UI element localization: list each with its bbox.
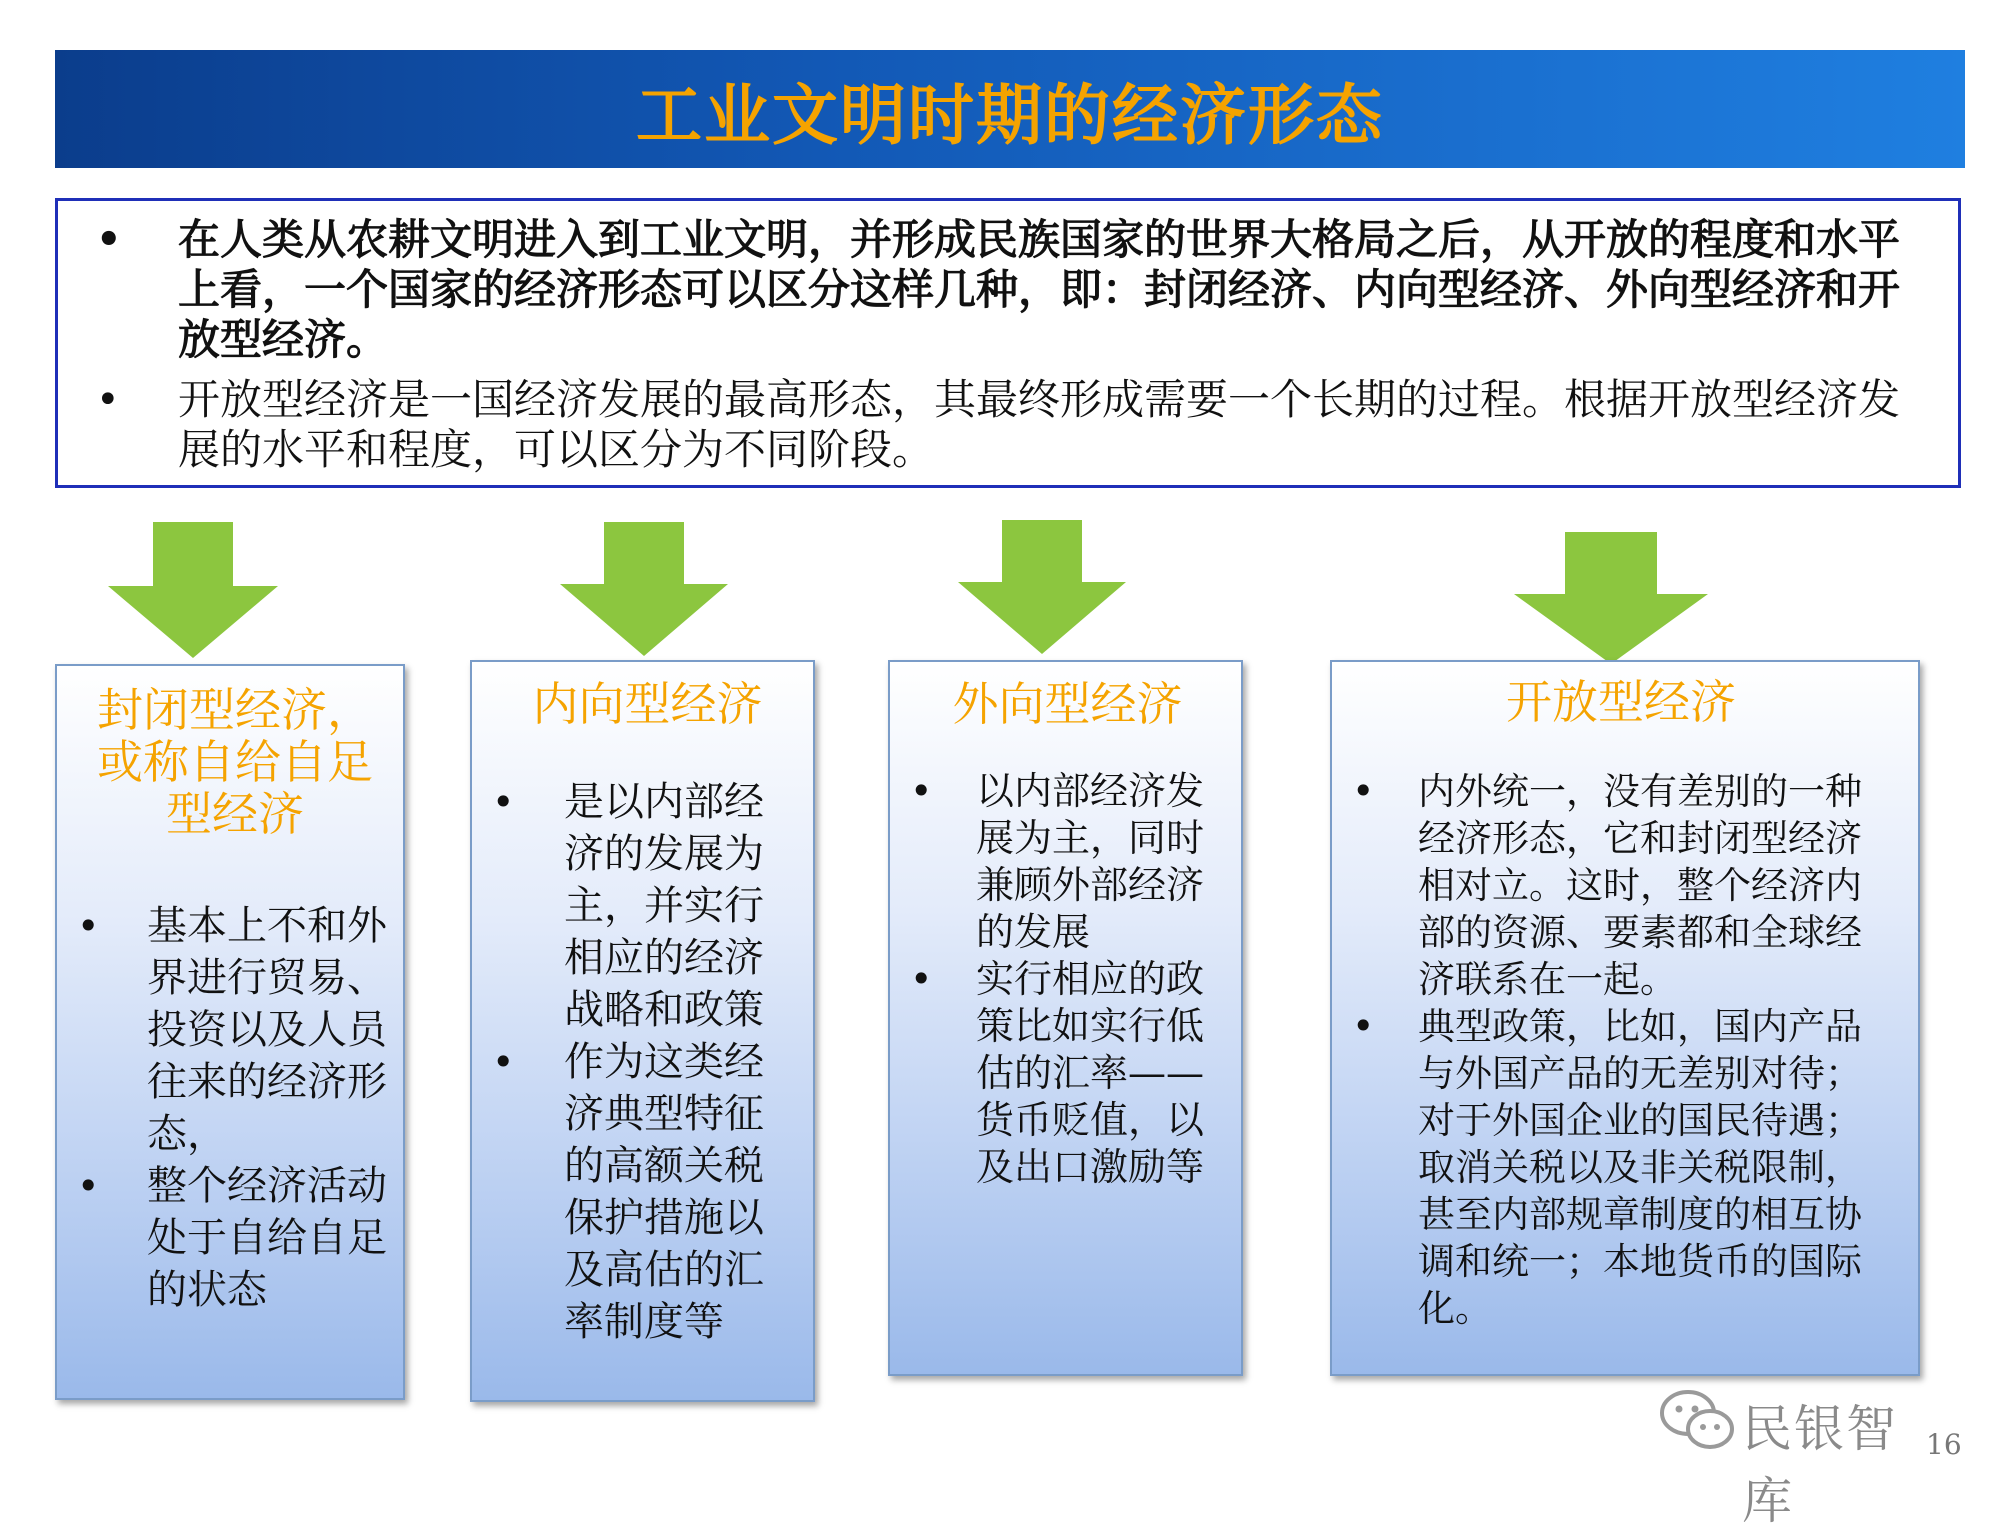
list-item bbox=[492, 1036, 803, 1348]
bullet-icon: • bbox=[77, 1164, 100, 1208]
intro-text-2: 开放型经济是一国经济发展的最高形态，其最终形成需要一个长期的过程。根据开放型经济发展的水平和程度，可以区分为不同阶段。 bbox=[178, 375, 1901, 474]
open-economy-box bbox=[1330, 660, 1920, 1376]
down-arrow-icon bbox=[108, 522, 278, 658]
down-arrow-icon bbox=[958, 520, 1126, 654]
bullet-icon: • bbox=[910, 769, 933, 813]
closed-economy-box bbox=[55, 664, 405, 1400]
list-item bbox=[77, 900, 393, 1160]
box-title: 内向型经济 bbox=[532, 677, 763, 731]
list-item bbox=[1352, 1003, 1890, 1332]
bullet-icon: • bbox=[492, 780, 515, 824]
list-item bbox=[910, 768, 1225, 956]
title-bar bbox=[55, 50, 1965, 168]
page-number: 16 bbox=[1926, 1428, 1962, 1461]
list-item-text: 整个经济活动处于自给自足的状态 bbox=[147, 1163, 387, 1313]
list-item-text: 典型政策，比如，国内产品与外国产品的无差别对待；对于外国企业的国民待遇；取消关税以及非关税限制，甚至内部规章制度的相互协调和统一；本地货币的国际化。 bbox=[1418, 1005, 1862, 1330]
list-item-text: 内外统一，没有差别的一种经济形态，它和封闭型经济相对立。这时，整个经济内部的资源、要素都和全球经济联系在一起。 bbox=[1418, 770, 1862, 1001]
box-title: 外向型经济 bbox=[952, 677, 1183, 731]
outward-economy-box bbox=[888, 660, 1243, 1376]
bullet-icon: • bbox=[77, 904, 100, 948]
wechat-icon bbox=[1658, 1385, 1738, 1455]
list-item-text: 基本上不和外界进行贸易、投资以及人员往来的经济形态， bbox=[147, 903, 387, 1157]
list-item-text: 是以内部经济的发展为主，并实行相应的经济战略和政策 bbox=[564, 779, 764, 1033]
bullet-icon: • bbox=[96, 216, 122, 263]
list-item-text: 以内部经济发展为主，同时兼顾外部经济的发展 bbox=[976, 769, 1205, 954]
page-title: 工业文明时期的经济形态 bbox=[636, 76, 1384, 154]
bullet-icon: • bbox=[910, 957, 933, 1001]
intro-box bbox=[55, 198, 1961, 488]
bullet-icon: • bbox=[1352, 1004, 1375, 1048]
box-list bbox=[1352, 768, 1890, 1332]
intro-text-1: 在人类从农耕文明进入到工业文明，并形成民族国家的世界大格局之后，从开放的程度和水平上看，一个国家的经济形态可以区分这样几种，即：封闭经济、内向型经济、外向型经济和开放型经济。 bbox=[178, 215, 1901, 364]
list-item-text: 实行相应的政策比如实行低估的汇率——货币贬值，以及出口激励等 bbox=[976, 957, 1205, 1189]
down-arrow-icon bbox=[1514, 532, 1708, 664]
wechat-watermark bbox=[1658, 1385, 1938, 1530]
bullet-icon: • bbox=[492, 1040, 515, 1084]
intro-bullet-1 bbox=[78, 215, 1938, 365]
intro-bullet-2 bbox=[78, 375, 1938, 475]
logo-text: 民银智库 bbox=[1742, 1400, 1898, 1530]
list-item bbox=[910, 956, 1225, 1191]
list-item bbox=[492, 776, 803, 1036]
box-list bbox=[492, 776, 803, 1348]
box-list bbox=[77, 900, 393, 1316]
inward-economy-box bbox=[470, 660, 815, 1402]
list-item bbox=[1352, 768, 1890, 1003]
down-arrow-icon bbox=[560, 522, 728, 656]
box-title: 开放型经济 bbox=[1506, 675, 1736, 729]
bullet-icon: • bbox=[1352, 769, 1375, 813]
box-title: 封闭型经济，或称自给自足型经济 bbox=[97, 683, 373, 841]
list-item-text: 作为这类经济典型特征的高额关税保护措施以及高估的汇率制度等 bbox=[564, 1039, 764, 1345]
list-item bbox=[77, 1160, 393, 1316]
box-list bbox=[910, 768, 1225, 1191]
bullet-icon: • bbox=[96, 377, 120, 423]
